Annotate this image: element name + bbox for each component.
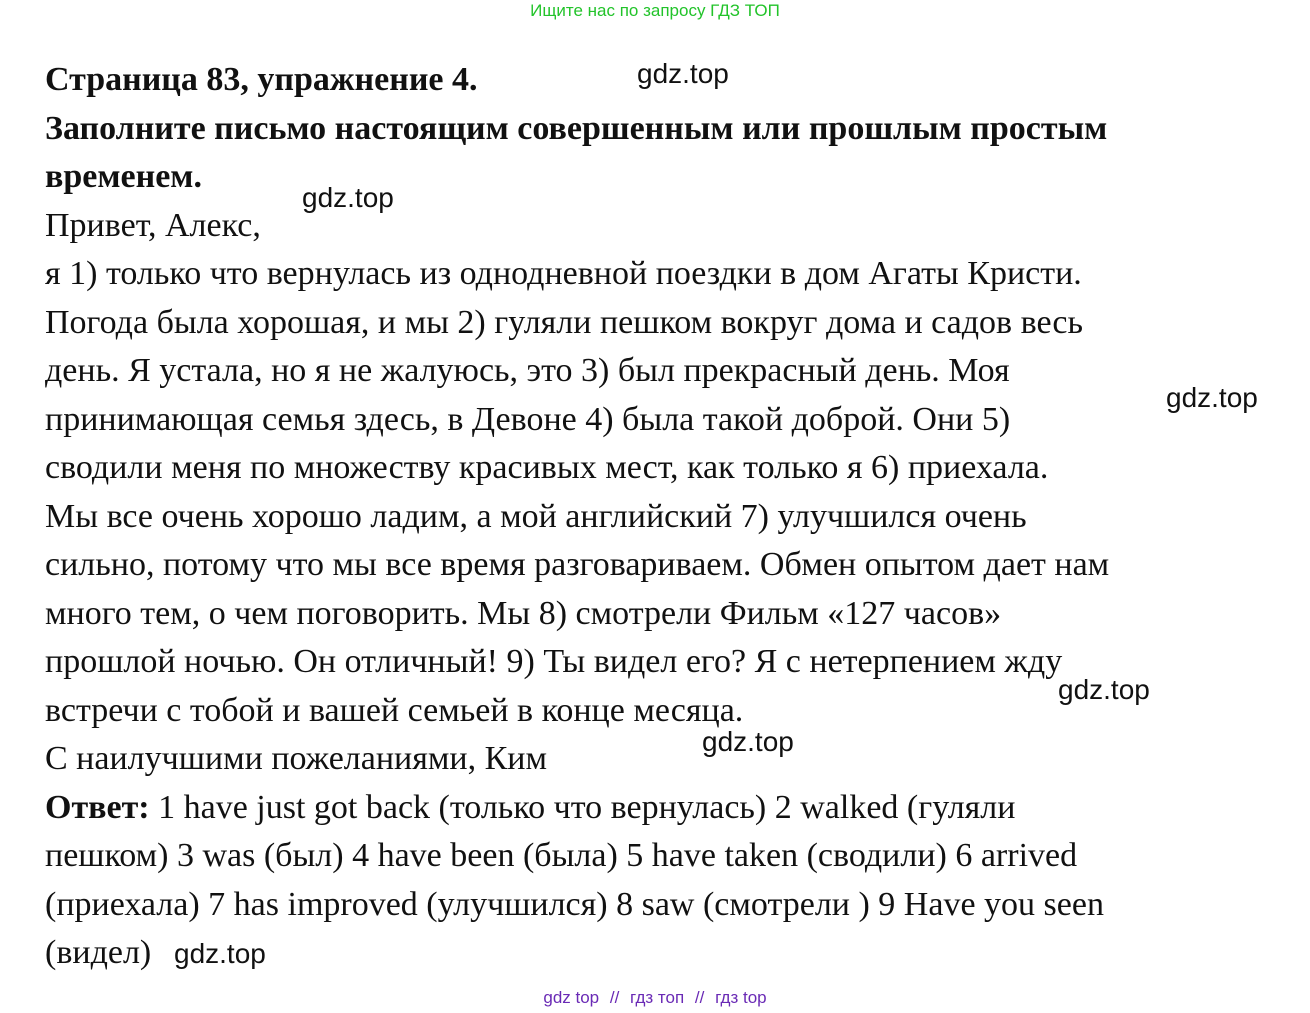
- letter-closing: С наилучшими пожеланиями, Ким: [45, 740, 547, 777]
- footer-link-gdz-top-mixed[interactable]: гдз top: [715, 988, 767, 1007]
- watermark: gdz.top: [302, 182, 394, 213]
- answer-line-4: (видел): [45, 934, 152, 971]
- footer-link-gdz-top[interactable]: gdz top: [543, 988, 600, 1007]
- exercise-content: [45, 56, 1295, 978]
- footer-separator: //: [609, 988, 620, 1007]
- letter-line: встречи с тобой и вашей семьей в конце месяца.: [45, 691, 744, 729]
- answer-line-3: (приехала) 7 has improved (улучшился) 8 saw (смотрели ) 9 Have you seen: [45, 885, 1104, 923]
- task-instruction-line-2: временем.: [45, 158, 202, 195]
- letter-line: день. Я устала, но я не жалуюсь, это 3) был прекрасный день. Моя: [45, 352, 1010, 389]
- watermark: gdz.top: [174, 938, 266, 969]
- watermark: gdz.top: [702, 726, 794, 757]
- letter-line: много тем, о чем поговорить. Мы 8) смотрели Фильм «127 часов»: [45, 594, 1002, 632]
- footer-separator: //: [694, 988, 705, 1007]
- watermark: gdz.top: [1166, 382, 1258, 413]
- page-title: Страница 83, упражнение 4.: [45, 61, 478, 98]
- answer-text: 1 have just got back (только что вернулась) 2 walked (гуляли: [149, 788, 1016, 826]
- letter-line: сводили меня по множеству красивых мест, как только я 6) приехала.: [45, 449, 1049, 486]
- letter-line: Погода была хорошая, и мы 2) гуляли пешком вокруг дома и садов весь: [45, 303, 1083, 341]
- letter-line: сильно, потому что мы все время разговариваем. Обмен опытом дает нам: [45, 546, 1110, 583]
- footer-links: [0, 988, 1310, 1008]
- letter-line: я 1) только что вернулась из однодневной поездки в дом Агаты Кристи.: [45, 255, 1082, 292]
- watermark: gdz.top: [637, 58, 729, 89]
- letter-line: Мы все очень хорошо ладим, а мой английский 7) улучшился очень: [45, 497, 1027, 535]
- letter-greeting: Привет, Алекс,: [45, 206, 261, 244]
- letter-line: принимающая семья здесь, в Девоне 4) была такой доброй. Они 5): [45, 400, 1011, 438]
- task-instruction-line-1: Заполните письмо настоящим совершенным или прошлым простым: [45, 109, 1108, 147]
- watermark: gdz.top: [1058, 674, 1150, 705]
- answer-label: Ответ:: [45, 788, 150, 826]
- footer-link-gdz-top-ru[interactable]: гдз топ: [630, 988, 685, 1007]
- letter-line: прошлой ночью. Он отличный! 9) Ты видел его? Я с нетерпением жду: [45, 643, 1063, 680]
- answer-line-1: [45, 784, 1295, 833]
- answer-line-2: пешком) 3 was (был) 4 have been (была) 5 have taken (сводили) 6 arrived: [45, 837, 1078, 874]
- top-banner[interactable]: Ищите нас по запросу ГДЗ ТОП: [530, 1, 780, 20]
